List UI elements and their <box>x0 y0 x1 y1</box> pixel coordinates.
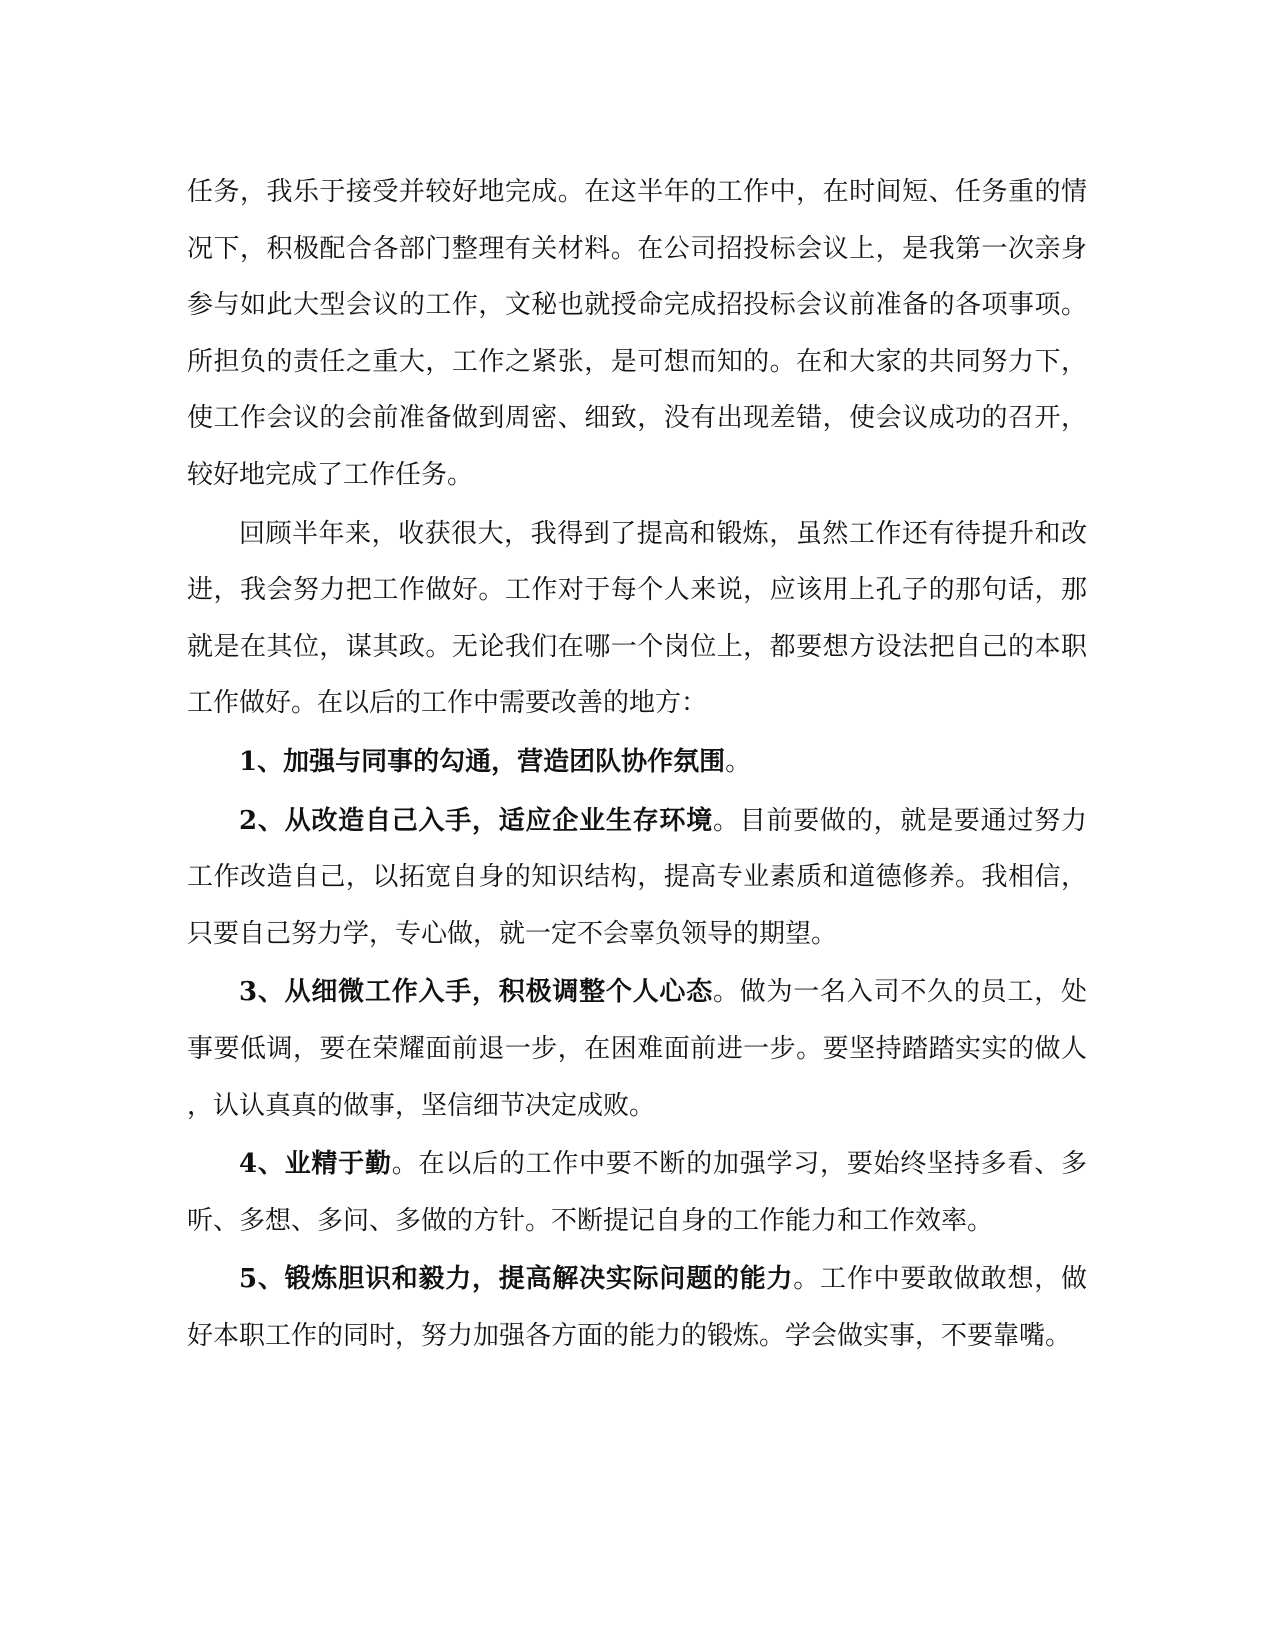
list-item-heading: 加强与同事的勾通，营造团队协作氛围 <box>283 746 726 777</box>
list-item <box>187 734 1087 791</box>
list-item <box>187 793 1087 963</box>
list-item-body: 。 <box>725 746 752 777</box>
list-item-number: 1、 <box>239 746 284 777</box>
list-item <box>187 964 1087 1134</box>
list-item-number: 3、 <box>239 977 285 1008</box>
list-item-heading: 锻炼胆识和毅力，提高解决实际问题的能力 <box>284 1264 794 1295</box>
paragraph-intro: 任务，我乐于接受并较好地完成。在这半年的工作中，在时间短、任务重的情况下，积极配合各部门整理有关材料。在公司招投标会议上，是我第一次亲身参与如此大型会议的工作，文秘也就授命完成招投标会议前准备的各项事项。所担负的责任之重大，工作之紧张，是可想而知的。在和大家的共同努力下，使工作会议的会前准备做到周密、细致，没有出现差错，使会议成功的召开，较好地完成了工作任务。 <box>187 177 1087 490</box>
list-item-number: 2、 <box>239 805 285 836</box>
list-item-heading: 业精于勤 <box>284 1149 392 1180</box>
document-body <box>187 164 1087 1366</box>
list-item-number: 5、 <box>239 1264 285 1295</box>
list-item <box>187 1136 1087 1249</box>
list-item-body: 。做为一名入司不久的员工，处事要低调，要在荣耀面前退一步，在困难面前进一步。要坚持踏踏实实的做人，认认真真的做事，坚信细节决定成败。 <box>187 977 1087 1121</box>
list-item-body: 。工作中要敢做敢想，做好本职工作的同时，努力加强各方面的能力的锻炼。学会做实事，不要靠嘴。 <box>187 1264 1087 1351</box>
list-item <box>187 1251 1087 1364</box>
list-item-body: 。在以后的工作中要不断的加强学习，要始终坚持多看、多听、多想、多问、多做的方针。不断提记自身的工作能力和工作效率。 <box>187 1149 1087 1236</box>
list-item-number: 4、 <box>239 1149 285 1180</box>
list-item-body: 。目前要做的，就是要通过努力工作改造自己，以拓宽自身的知识结构，提高专业素质和道德修养。我相信，只要自己努力学，专心做，就一定不会辜负领导的期望。 <box>187 805 1087 949</box>
paragraph-review: 回顾半年来，收获很大，我得到了提高和锻炼，虽然工作还有待提升和改进，我会努力把工作做好。工作对于每个人来说，应该用上孔子的那句话，那就是在其位，谋其政。无论我们在哪一个岗位上，都要想方设法把自己的本职工作做好。在以后的工作中需要改善的地方： <box>187 518 1087 719</box>
list-item-heading: 从改造自己入手，适应企业生存环境 <box>284 805 713 836</box>
list-item-heading: 从细微工作入手，积极调整个人心态 <box>284 977 713 1008</box>
